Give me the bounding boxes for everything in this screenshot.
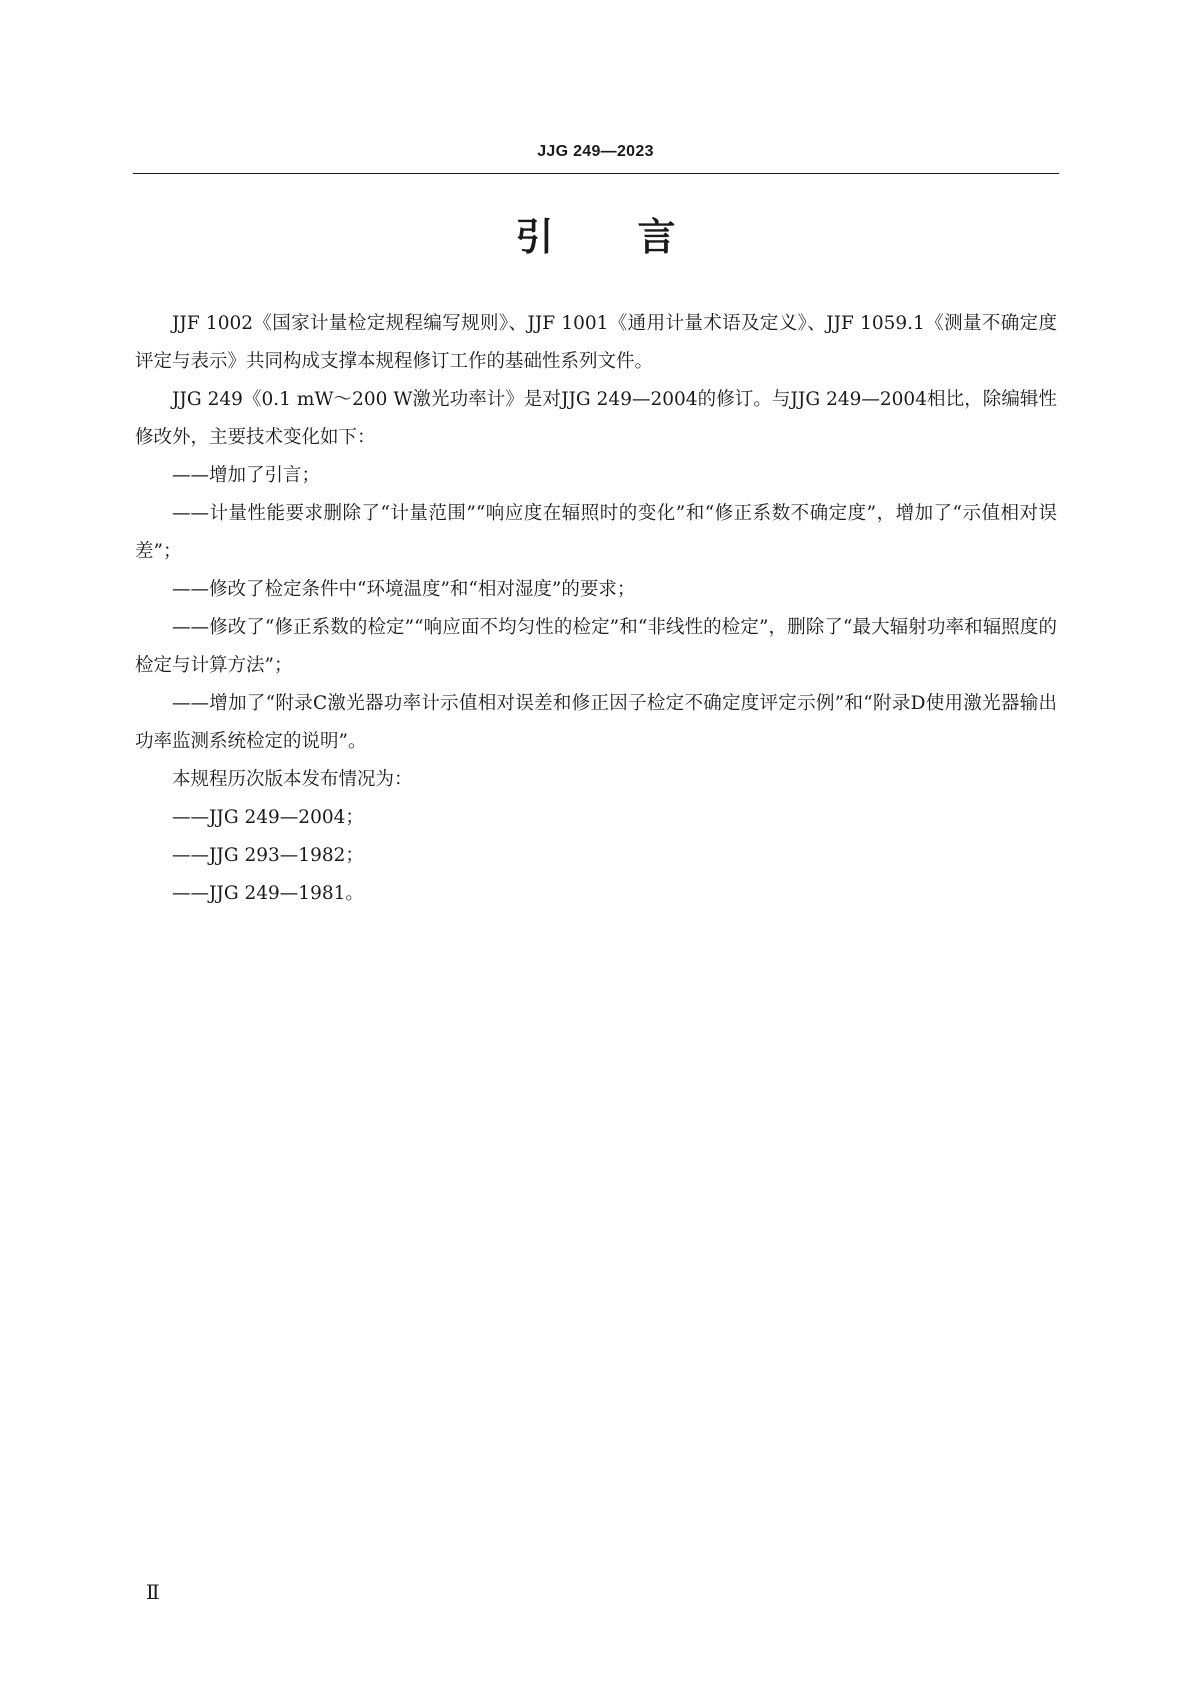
page-number: Ⅱ — [146, 1580, 160, 1604]
section-title — [0, 215, 1191, 259]
paragraph: JJF 1002《国家计量检定规程编写规则》、JJF 1001《通用计量术语及定义》、JJF 1059.1《测量不确定度评定与表示》共同构成支撑本规程修订工作的基础性系列文件。 — [135, 313, 1057, 372]
title-char-2: 言 — [637, 215, 676, 259]
list-item: ——修改了“修正系数的检定”“响应面不均匀性的检定”和“非线性的检定”，删除了“最大辐射功率和辐照度的检定与计算方法”； — [135, 617, 1057, 676]
list-item: ——计量性能要求删除了“计量范围”“响应度在辐照时的变化”和“修正系数不确定度”，增加了“示值相对误差”； — [135, 503, 1057, 562]
list-item: ——JJG 249—1981。 — [172, 883, 364, 904]
body-text — [135, 305, 1057, 913]
list-item: ——增加了“附录C激光器功率计示值相对误差和修正因子检定不确定度评定示例”和“附录D使用激光器输出功率监测系统检定的说明”。 — [135, 693, 1057, 752]
list-item: ——修改了检定条件中“环境温度”和“相对湿度”的要求； — [172, 579, 636, 600]
paragraph: 本规程历次版本发布情况为： — [172, 769, 413, 790]
list-item: ——JJG 293—1982； — [172, 845, 364, 866]
list-item: ——增加了引言； — [172, 465, 321, 486]
title-char-1: 引 — [515, 215, 554, 259]
document-code-header: JJG 249—2023 — [537, 143, 654, 160]
paragraph: JJG 249《0.1 mW～200 W激光功率计》是对JJG 249—2004的修订。与JJG 249—2004相比，除编辑性修改外，主要技术变化如下： — [135, 389, 1057, 448]
list-item: ——JJG 249—2004； — [172, 807, 364, 828]
header-divider — [133, 173, 1059, 174]
